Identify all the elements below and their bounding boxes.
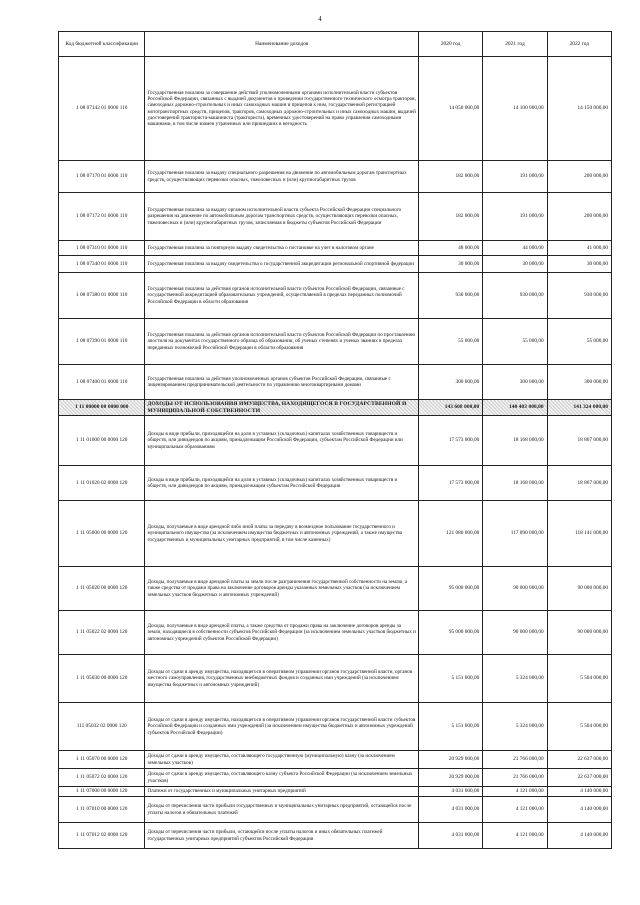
table-row — [59, 466, 612, 501]
cell-code: 1 11 05022 02 0000 120 — [59, 611, 145, 655]
cell-name: Доходы, получаемые в виде арендной платы, а также средства от продажи права на заключение договоров аренды за земли, находящиеся в собственности субъектов Российской Федерации (за исключением земельных участков бюджетных и автономных учреждений субъектов Российской Федерации) — [145, 611, 418, 655]
cell-name: ДОХОДЫ ОТ ИСПОЛЬЗОВАНИЯ ИМУЩЕСТВА, НАХОДЯЩЕГОСЯ В ГОСУДАРСТВЕННОЙ И МУНИЦИПАЛЬНОЙ СОБСТВЕННОСТИ — [145, 400, 418, 416]
cell-2020: 5 151 000,00 — [418, 655, 482, 703]
table-row — [59, 319, 612, 365]
cell-code: 1 08 07380 01 0000 110 — [59, 273, 145, 319]
cell-name: Государственная пошлина за выдачу свидетельства о государственной аккредитации региональной спортивной федерации — [145, 256, 418, 273]
cell-name: Доходы от перечисления части прибыли, остающейся после уплаты налогов и иных обязательных платежей государственных унитарных предприятий субъектов Российской Федерации — [145, 823, 418, 849]
table-row — [59, 751, 612, 769]
cell-2020: 143 608 000,00 — [418, 400, 482, 416]
revenue-table — [58, 31, 612, 849]
cell-2021: 55 000,00 — [483, 319, 547, 365]
cell-2022: 200 000,00 — [547, 161, 611, 193]
cell-2020: 17 573 000,00 — [418, 416, 482, 466]
table-row — [59, 567, 612, 611]
table-row — [59, 769, 612, 787]
cell-name: Доходы от сдачи в аренду имущества, составляющего казну субъекта Российской Федерации (за исключением земельных участков) — [145, 769, 418, 787]
table-row — [59, 501, 612, 567]
cell-code: 1 11 01020 02 0000 120 — [59, 466, 145, 501]
cell-code: 1 11 07012 02 0000 120 — [59, 823, 145, 849]
cell-code: 1 08 07170 01 0000 110 — [59, 161, 145, 193]
cell-2020: 182 000,00 — [418, 193, 482, 241]
cell-name: Государственная пошлина за действия органов исполнительной власти субъектов Российской Федерации по проставлению апостиля на документах государственного образца об образовании, об ученых степенях и ученых званиях в пределах переданных полномочий Российской Федерации в области образования — [145, 319, 418, 365]
cell-2021: 90 000 000,00 — [483, 611, 547, 655]
cell-name: Доходы от перечисления части прибыли государственных и муниципальных унитарных предприятий, остающейся после уплаты налогов и обязательных платежей — [145, 797, 418, 823]
cell-2020: 48 000,00 — [418, 241, 482, 256]
cell-name: Государственная пошлина за выдачу органом исполнительной власти субъекта Российской Федерации специального разрешения на движение по автомобильным дорогам транспортных средств, осуществляющих перевозки опасных, тяжеловесных и (или) крупногабаритных грузов, зачисляемая в бюджеты субъектов Российской Федерации — [145, 193, 418, 241]
cell-2022: 90 000 000,00 — [547, 567, 611, 611]
table-row — [59, 823, 612, 849]
cell-2022: 141 324 000,00 — [547, 400, 611, 416]
table-row — [59, 611, 612, 655]
cell-code: 1 08 07142 01 0000 110 — [59, 57, 145, 161]
cell-2021: 191 000,00 — [483, 193, 547, 241]
cell-2022: 118 141 000,00 — [547, 501, 611, 567]
cell-code: 1 11 05020 00 0000 120 — [59, 567, 145, 611]
cell-name: Доходы в виде прибыли, приходящейся на доли в уставных (складочных) капиталах хозяйственных товариществ и обществ, или дивидендов по акциям, принадлежащим Российской Федерации, субъектам Российской Федерации или муниципальным образованиям — [145, 416, 418, 466]
cell-2020: 17 573 000,00 — [418, 466, 482, 501]
cell-name: Доходы от сдачи в аренду имущества, составляющего государственную (муниципальную) казну (за исключением земельных участков) — [145, 751, 418, 769]
cell-2021: 930 000,00 — [483, 273, 547, 319]
cell-2022: 30 000,00 — [547, 256, 611, 273]
cell-2020: 95 000 000,00 — [418, 567, 482, 611]
cell-2022: 14 150 000,00 — [547, 57, 611, 161]
cell-2020: 121 080 000,00 — [418, 501, 482, 567]
cell-2022: 22 637 000,00 — [547, 751, 611, 769]
table-row — [59, 241, 612, 256]
cell-code: 1 11 05072 02 0000 120 — [59, 769, 145, 787]
cell-2021: 21 766 000,00 — [483, 769, 547, 787]
header-name: Наименование доходов — [145, 32, 418, 57]
cell-2022: 5 504 000,00 — [547, 655, 611, 703]
cell-2021: 90 000 000,00 — [483, 567, 547, 611]
table-row — [59, 365, 612, 400]
cell-code: 1 08 07390 01 0000 110 — [59, 319, 145, 365]
cell-code: 1 11 07010 00 0000 120 — [59, 797, 145, 823]
cell-code: 1 11 05030 00 0000 120 — [59, 655, 145, 703]
cell-2020: 14 050 000,00 — [418, 57, 482, 161]
table-row — [59, 416, 612, 466]
cell-2022: 22 637 000,00 — [547, 769, 611, 787]
cell-name: Доходы от сдачи в аренду имущества, находящегося в оперативном управлении органов государственной власти субъектов Российской Федерации и созданных ими учреждений (за исключением имущества бюджетных и автономных учреждений субъектов Российской Федерации) — [145, 703, 418, 751]
cell-2020: 55 000,00 — [418, 319, 482, 365]
cell-name: Государственная пошлина за совершение действий уполномоченными органами исполнительной власти субъектов Российской Федерации, связанных с выдачей документов о проведении государственного технического осмотра тракторов, самоходных дорожно-строительных и иных самоходных машин и прицепов к ним, государственной регистрацией мототранспортных средств, прицепов, тракторов, самоходных дорожно-строительных и иных самоходных машин, выдачей удостоверений тракториста-машиниста (тракториста), временных удостоверений на право управления самоходными машинами, в том числе взамен утраченных или пришедших в негодность — [145, 57, 418, 161]
cell-code: 1 11 00000 00 0000 000 — [59, 400, 145, 416]
cell-2022: 930 000,00 — [547, 273, 611, 319]
table-row — [59, 256, 612, 273]
cell-2020: 95 000 000,00 — [418, 611, 482, 655]
cell-name: Государственная пошлина за действия органов исполнительной власти субъектов Российской Федерации, связанные с государственной аккредитацией образовательных учреждений, осуществляемой в пределах переданных полномочий Российской Федерации в области образования — [145, 273, 418, 319]
cell-code: 1 11 07000 00 0000 120 — [59, 787, 145, 797]
cell-name: Государственная пошлина за повторную выдачу свидетельства о постановке на учет в налоговом органе — [145, 241, 418, 256]
cell-2021: 21 766 000,00 — [483, 751, 547, 769]
header-2020: 2020 год — [418, 32, 482, 57]
cell-2020: 930 000,00 — [418, 273, 482, 319]
section-row — [59, 400, 612, 416]
cell-2021: 30 000,00 — [483, 256, 547, 273]
cell-2021: 117 090 000,00 — [483, 501, 547, 567]
table-row — [59, 797, 612, 823]
cell-2020: 4 031 000,00 — [418, 787, 482, 797]
header-2021: 2021 год — [483, 32, 547, 57]
cell-2020: 4 031 000,00 — [418, 823, 482, 849]
cell-name: Доходы, получаемые в виде арендной либо иной платы за передачу в возмездное пользование государственного и муниципального имущества (за исключением имущества бюджетных и автономных учреждений, а также имущества государственных и муниципальных унитарных предприятий, в том числе казенных) — [145, 501, 418, 567]
cell-2022: 90 000 000,00 — [547, 611, 611, 655]
table-row — [59, 273, 612, 319]
cell-2022: 5 504 000,00 — [547, 703, 611, 751]
cell-2021: 300 000,00 — [483, 365, 547, 400]
cell-2021: 18 168 000,00 — [483, 416, 547, 466]
cell-name: Платежи от государственных и муниципальных унитарных предприятий — [145, 787, 418, 797]
cell-2021: 18 168 000,00 — [483, 466, 547, 501]
cell-2022: 200 000,00 — [547, 193, 611, 241]
cell-2020: 300 000,00 — [418, 365, 482, 400]
cell-2022: 4 140 000,00 — [547, 797, 611, 823]
table-header-row — [59, 32, 612, 57]
cell-name: Доходы в виде прибыли, приходящейся на доли в уставных (складочных) капиталах хозяйственных товариществ и обществ, или дивидендов по акциям, принадлежащим субъектам Российской Федерации — [145, 466, 418, 501]
cell-code: 1 11 05000 00 0000 120 — [59, 501, 145, 567]
cell-2022: 18 867 000,00 — [547, 466, 611, 501]
cell-2022: 18 867 000,00 — [547, 416, 611, 466]
page-number: 4 — [318, 15, 322, 23]
cell-2021: 140 403 000,00 — [483, 400, 547, 416]
cell-2021: 4 121 000,00 — [483, 823, 547, 849]
table-row — [59, 703, 612, 751]
cell-code: 1 08 07400 01 0000 110 — [59, 365, 145, 400]
cell-2020: 182 000,00 — [418, 161, 482, 193]
cell-2020: 20 929 000,00 — [418, 769, 482, 787]
table-row — [59, 787, 612, 797]
cell-2022: 55 000,00 — [547, 319, 611, 365]
cell-name: Государственная пошлина за действия уполномоченных органов субъектов Российской Федерации, связанные с лицензированием предпринимательской деятельности по управлению многоквартирными домами — [145, 365, 418, 400]
cell-2021: 4 121 000,00 — [483, 797, 547, 823]
cell-code: 1 11 05070 00 0000 120 — [59, 751, 145, 769]
cell-2022: 300 000,00 — [547, 365, 611, 400]
cell-2022: 41 000,00 — [547, 241, 611, 256]
cell-code: 1 08 07340 01 0000 110 — [59, 256, 145, 273]
cell-2022: 4 140 000,00 — [547, 823, 611, 849]
header-code: Код бюджетной классификации — [59, 32, 145, 57]
cell-2021: 5 324 000,00 — [483, 703, 547, 751]
cell-2020: 20 929 000,00 — [418, 751, 482, 769]
cell-code: 1 08 07172 01 0000 110 — [59, 193, 145, 241]
cell-2022: 4 140 000,00 — [547, 787, 611, 797]
cell-name: Доходы от сдачи в аренду имущества, находящегося в оперативном управлении органов государственной власти, органов местного самоуправления, государственных внебюджетных фондов и созданных ими учреждений (за исключением имущества бюджетных и автономных учреждений) — [145, 655, 418, 703]
cell-code: 1 08 07310 01 0000 110 — [59, 241, 145, 256]
cell-2021: 44 000,00 — [483, 241, 547, 256]
cell-code: 111 05032 02 0000 120 — [59, 703, 145, 751]
cell-2020: 5 151 000,00 — [418, 703, 482, 751]
cell-2020: 30 000,00 — [418, 256, 482, 273]
table-row — [59, 57, 612, 161]
table-row — [59, 161, 612, 193]
cell-2021: 191 000,00 — [483, 161, 547, 193]
cell-2021: 14 100 000,00 — [483, 57, 547, 161]
cell-2020: 4 031 000,00 — [418, 797, 482, 823]
cell-name: Доходы, получаемые в виде арендной платы за земли после разграничения государственной собственности на землю, а также средства от продажи права на заключение договоров аренды указанных земельных участков (за исключением земельных участков бюджетных и автономных учреждений) — [145, 567, 418, 611]
header-2022: 2022 год — [547, 32, 611, 57]
cell-name: Государственная пошлина за выдачу специального разрешения на движение по автомобильным дорогам транспортных средств, осуществляющих перевозки опасных, тяжеловесных и (или) крупногабаритных грузов — [145, 161, 418, 193]
cell-code: 1 11 01000 00 0000 120 — [59, 416, 145, 466]
cell-2021: 5 324 000,00 — [483, 655, 547, 703]
cell-2021: 4 121 000,00 — [483, 787, 547, 797]
table-row — [59, 193, 612, 241]
table-row — [59, 655, 612, 703]
